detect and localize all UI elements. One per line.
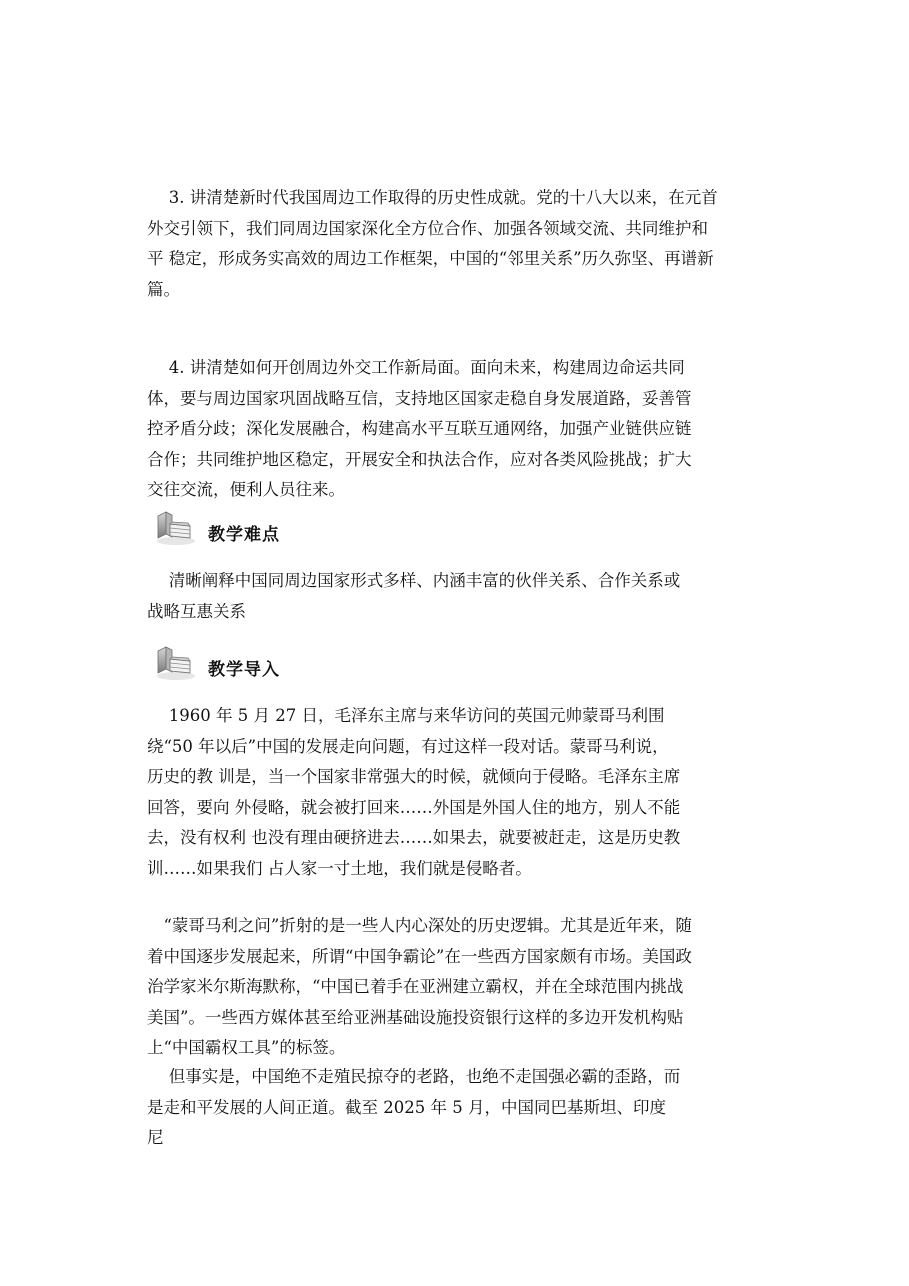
paragraph-montgomery-question bbox=[147, 911, 759, 1064]
paragraph-new-prospects bbox=[147, 353, 759, 506]
text-line: 清晰阐释中国同周边国家形式多样、内涵丰富的伙伴关系、合作关系或 bbox=[147, 571, 681, 590]
paragraph-difficulties bbox=[147, 566, 759, 627]
text-line: 3. 讲清楚新时代我国周边工作取得的历史性成就。党的十八大以来，在元首 bbox=[147, 188, 718, 207]
section-heading-introduction bbox=[152, 643, 280, 683]
text-line: 回答，要向 外侵略，就会被打回来……外国是外国人住的地方，别人不能 bbox=[147, 797, 681, 817]
text-line: 战略互惠关系 bbox=[147, 601, 246, 621]
text-line: 合作；共同维护地区稳定，开展安全和执法合作，应对各类风险挑战；扩大 bbox=[147, 449, 692, 469]
text-line: 但事实是，中国绝不走殖民掠夺的老路，也绝不走国强必霸的歪路，而 bbox=[147, 1067, 681, 1086]
text-line: 训……如果我们 占人家一寸土地，我们就是侵略者。 bbox=[147, 858, 532, 878]
text-line: “蒙哥马利之问”折射的是一些人内心深处的历史逻辑。尤其是近年来，随 bbox=[147, 916, 692, 935]
text-line: 控矛盾分歧；深化发展融合，构建高水平互联互通网络，加强产业链供应链 bbox=[147, 419, 692, 438]
text-line: 上“中国霸权工具”的标签。 bbox=[147, 1038, 346, 1057]
text-line: 着中国逐步发展起来，所谓“中国争霸论”在一些西方国家颇有市场。美国政 bbox=[147, 946, 692, 966]
text-line: 1960 年 5 月 27 日，毛泽东主席与来华访问的英国元帅蒙哥马利围 bbox=[147, 706, 665, 725]
paragraph-peaceful-development bbox=[147, 1062, 759, 1154]
text-line: 美国”。一些西方媒体甚至给亚洲基础设施投资银行这样的多边开发机构贴 bbox=[147, 1007, 684, 1027]
paragraph-achievements bbox=[147, 183, 759, 305]
text-line: 尼 bbox=[147, 1128, 164, 1147]
section-title: 教学难点 bbox=[208, 524, 280, 545]
text-line: 篇。 bbox=[147, 279, 180, 299]
books-icon bbox=[152, 645, 196, 681]
section-heading-difficulties bbox=[152, 508, 280, 548]
text-line: 历史的教 训是，当一个国家非常强大的时候，就倾向于侵略。毛泽东主席 bbox=[147, 767, 681, 786]
text-line: 外交引领下，我们同周边国家深化全方位合作、加强各领域交流、共同维护和 bbox=[147, 218, 708, 238]
text-line: 是走和平发展的人间正道。截至 2025 年 5 月，中国同巴基斯坦、印度 bbox=[147, 1097, 666, 1117]
books-icon bbox=[152, 510, 196, 546]
paragraph-dialogue bbox=[147, 701, 759, 884]
text-line: 交往交流，便利人员往来。 bbox=[147, 480, 345, 499]
text-line: 去，没有权利 也没有理由硬挤进去……如果去，就要被赶走，这是历史教 bbox=[147, 828, 681, 847]
section-title: 教学导入 bbox=[208, 659, 280, 680]
text-line: 治学家米尔斯海默称，“中国已着手在亚洲建立霸权，并在全球范围内挑战 bbox=[147, 977, 684, 996]
text-line: 4. 讲清楚如何开创周边外交工作新局面。面向未来，构建周边命运共同 bbox=[147, 358, 685, 377]
text-line: 体，要与周边国家巩固战略互信，支持地区国家走稳自身发展道路，妥善管 bbox=[147, 388, 692, 408]
text-line: 绕“50 年以后”中国的发展走向问题，有过这样一段对话。蒙哥马利说， bbox=[147, 736, 669, 756]
text-line: 平 稳定，形成务实高效的周边工作框架，中国的“邻里关系”历久弥坚、再谱新 bbox=[147, 249, 714, 268]
